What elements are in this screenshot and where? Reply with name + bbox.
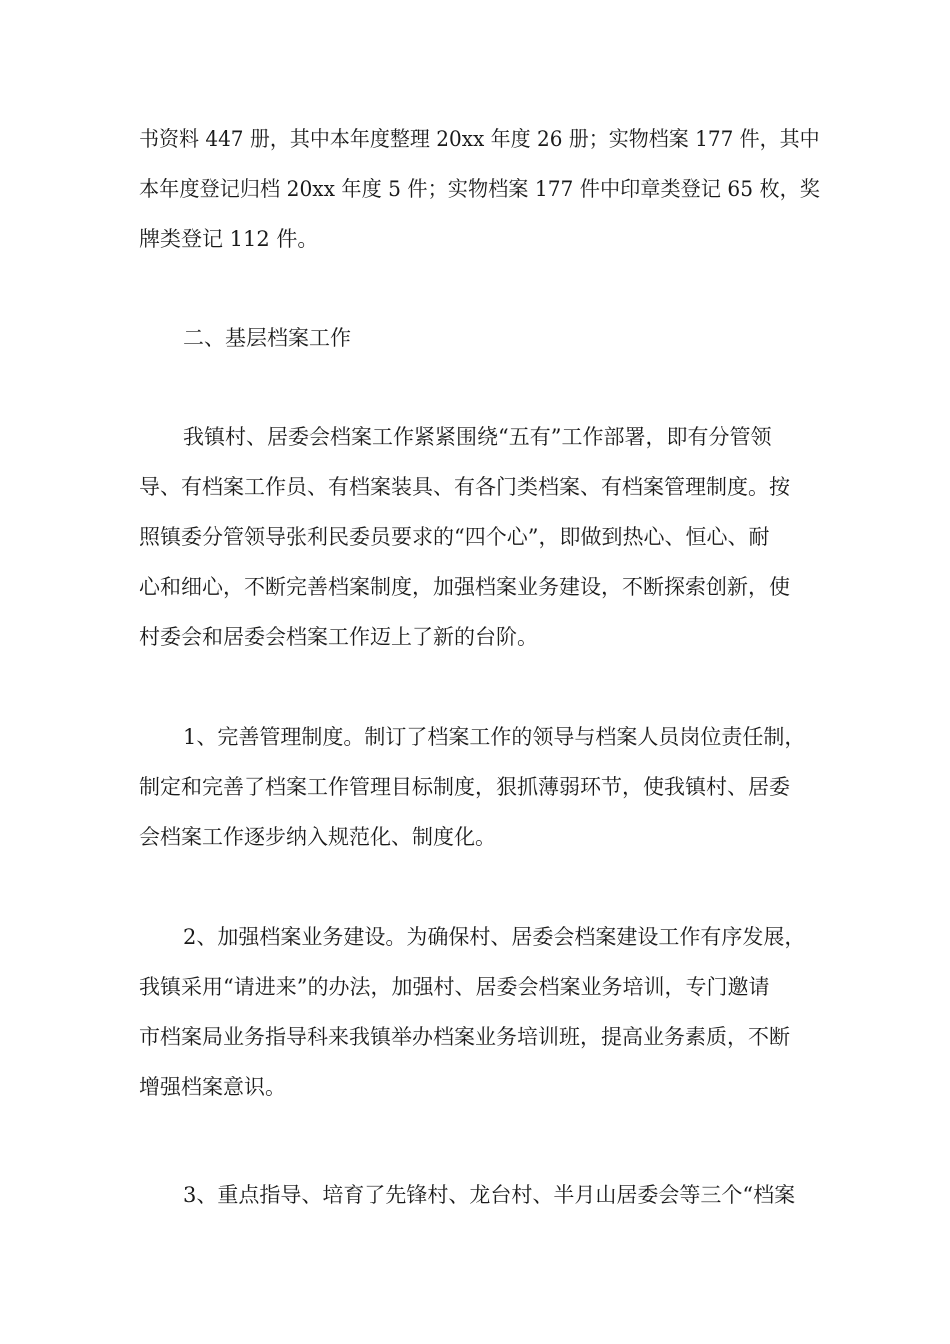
text-line: 2、加强档案业务建设。为确保村、居委会档案建设工作有序发展， — [183, 925, 806, 949]
text-line: 增强档案意识。 — [139, 1075, 286, 1099]
text-line: 1、完善管理制度。制订了档案工作的领导与档案人员岗位责任制， — [183, 725, 806, 749]
text-line: 我镇村、居委会档案工作紧紧围绕“五有”工作部署，即有分管领 — [183, 425, 772, 449]
text-line: 牌类登记 112 件。 — [139, 227, 319, 251]
text-line: 制定和完善了档案工作管理目标制度，狠抓薄弱环节，使我镇村、居委 — [139, 775, 790, 799]
text-line: 照镇委分管领导张利民委员要求的“四个心”，即做到热心、恒心、耐 — [139, 525, 770, 549]
text-line: 3、重点指导、培育了先锋村、龙台村、半月山居委会等三个“档案 — [183, 1183, 796, 1207]
text-line: 导、有档案工作员、有档案装具、有各门类档案、有档案管理制度。按 — [139, 475, 790, 499]
text-line: 我镇采用“请进来”的办法，加强村、居委会档案业务培训，专门邀请 — [139, 975, 770, 999]
text-line: 市档案局业务指导科来我镇举办档案业务培训班，提高业务素质，不断 — [139, 1025, 790, 1049]
heading-text: 二、基层档案工作 — [183, 326, 351, 350]
text-line: 书资料 447 册，其中本年度整理 20xx 年度 26 册；实物档案 177 件，其中 — [139, 127, 820, 151]
text-line: 心和细心，不断完善档案制度，加强档案业务建设，不断探索创新，使 — [139, 575, 790, 599]
text-line: 会档案工作逐步纳入规范化、制度化。 — [139, 825, 496, 849]
text-line: 本年度登记归档 20xx 年度 5 件；实物档案 177 件中印章类登记 65 枚，奖 — [139, 177, 820, 201]
text-line: 村委会和居委会档案工作迈上了新的台阶。 — [139, 625, 538, 649]
